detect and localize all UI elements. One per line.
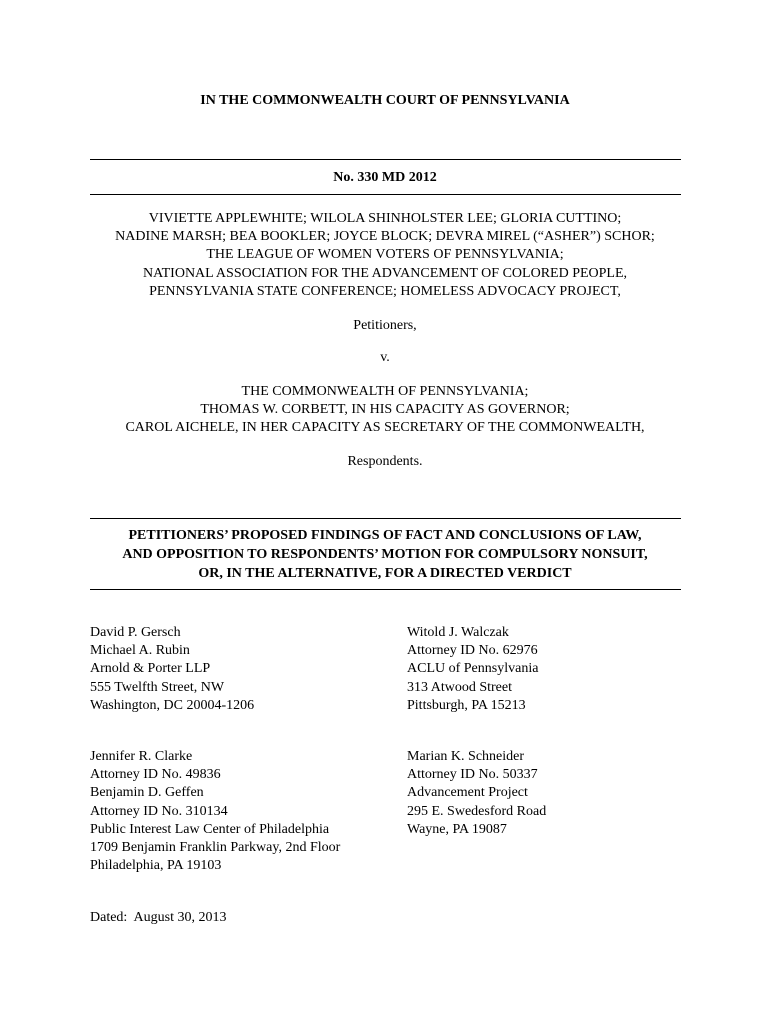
counsel-block-public-interest-law-center xyxy=(90,748,340,875)
rule-top-motion-title xyxy=(90,518,681,519)
counsel-line: Michael A. Rubin xyxy=(90,643,190,659)
respondents-names xyxy=(0,383,770,438)
counsel-line: 1709 Benjamin Franklin Parkway, 2nd Floor xyxy=(90,840,341,856)
counsel-line: Pittsburgh, PA 15213 xyxy=(407,697,526,713)
court-title: IN THE COMMONWEALTH COURT OF PENNSYLVANIA xyxy=(200,93,570,108)
date-line: Dated: August 30, 2013 xyxy=(90,910,227,925)
counsel-line: Witold J. Walczak xyxy=(407,625,509,640)
motion-title-line: PETITIONERS’ PROPOSED FINDINGS OF FACT AND CONCLUSIONS OF LAW, xyxy=(128,528,642,543)
respondents-line: THE COMMONWEALTH OF PENNSYLVANIA; xyxy=(241,384,529,399)
counsel-line: Arnold & Porter LLP xyxy=(90,661,211,677)
motion-title-line: OR, IN THE ALTERNATIVE, FOR A DIRECTED VERDICT xyxy=(198,566,572,581)
counsel-line: Jennifer R. Clarke xyxy=(90,749,193,764)
counsel-line: Attorney ID No. 62976 xyxy=(407,643,538,659)
respondents-line: THOMAS W. CORBETT, IN HIS CAPACITY AS GOVERNOR; xyxy=(200,402,570,418)
petitioners-line: NADINE MARSH; BEA BOOKLER; JOYCE BLOCK; DEVRA MIREL (“ASHER”) SCHOR; xyxy=(115,229,655,245)
versus-label: v. xyxy=(380,350,390,365)
petitioners-label: Petitioners, xyxy=(353,318,417,333)
counsel-line: ACLU of Pennsylvania xyxy=(407,661,539,677)
rule-bottom-motion-title xyxy=(90,589,681,590)
counsel-line: Wayne, PA 19087 xyxy=(407,821,507,837)
counsel-line: Advancement Project xyxy=(407,785,528,801)
counsel-block-arnold-porter xyxy=(90,624,254,715)
motion-title-line: AND OPPOSITION TO RESPONDENTS’ MOTION FOR COMPULSORY NONSUIT, xyxy=(122,547,648,562)
rule-top-case-number xyxy=(90,159,681,160)
counsel-line: Attorney ID No. 50337 xyxy=(407,767,538,783)
counsel-line: David P. Gersch xyxy=(90,625,181,640)
counsel-line: Philadelphia, PA 19103 xyxy=(90,858,222,874)
petitioners-names xyxy=(0,210,770,301)
counsel-line: Marian K. Schneider xyxy=(407,749,525,764)
counsel-line: Attorney ID No. 310134 xyxy=(90,803,228,819)
counsel-line: 295 E. Swedesford Road xyxy=(407,803,547,819)
counsel-line: 313 Atwood Street xyxy=(407,679,512,695)
counsel-line: Benjamin D. Geffen xyxy=(90,785,204,801)
counsel-line: 555 Twelfth Street, NW xyxy=(90,679,225,695)
counsel-block-aclu xyxy=(407,624,538,715)
counsel-line: Attorney ID No. 49836 xyxy=(90,767,221,783)
rule-bottom-case-number xyxy=(90,194,681,195)
motion-title xyxy=(0,526,770,583)
petitioners-line: PENNSYLVANIA STATE CONFERENCE; HOMELESS ADVOCACY PROJECT, xyxy=(149,283,621,299)
case-number: No. 330 MD 2012 xyxy=(333,170,437,185)
respondents-line: CAROL AICHELE, IN HER CAPACITY AS SECRETARY OF THE COMMONWEALTH, xyxy=(125,420,645,436)
respondents-label: Respondents. xyxy=(347,454,423,469)
counsel-block-advancement-project xyxy=(407,748,546,839)
petitioners-line: VIVIETTE APPLEWHITE; WILOLA SHINHOLSTER LEE; GLORIA CUTTINO; xyxy=(148,211,622,226)
counsel-line: Public Interest Law Center of Philadelphia xyxy=(90,821,330,837)
counsel-line: Washington, DC 20004-1206 xyxy=(90,697,255,713)
petitioners-line: NATIONAL ASSOCIATION FOR THE ADVANCEMENT OF COLORED PEOPLE, xyxy=(142,265,628,281)
petitioners-line: THE LEAGUE OF WOMEN VOTERS OF PENNSYLVANIA; xyxy=(206,247,564,263)
